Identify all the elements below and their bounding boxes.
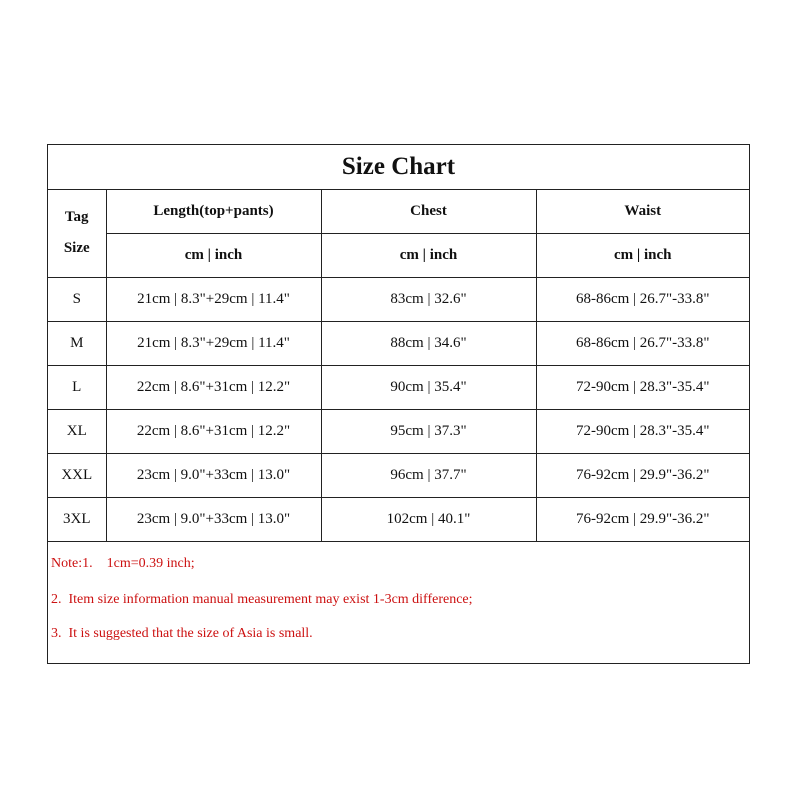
table-row xyxy=(48,453,749,497)
cell-size: XXL xyxy=(48,453,106,497)
cell-chest: 96cm | 37.7" xyxy=(321,453,536,497)
note-2: 2. Item size information manual measurement may exist 1-3cm difference; xyxy=(51,591,473,607)
cell-chest: 95cm | 37.3" xyxy=(321,409,536,453)
cell-waist: 72-90cm | 28.3"-35.4" xyxy=(536,409,749,453)
table-row xyxy=(48,497,749,541)
unit-waist: cm | inch xyxy=(536,233,749,277)
cell-waist: 68-86cm | 26.7"-33.8" xyxy=(536,321,749,365)
cell-chest: 83cm | 32.6" xyxy=(321,277,536,321)
cell-waist: 76-92cm | 29.9"-36.2" xyxy=(536,497,749,541)
cell-waist: 76-92cm | 29.9"-36.2" xyxy=(536,453,749,497)
cell-size: XL xyxy=(48,409,106,453)
size-table xyxy=(48,190,749,542)
size-chart xyxy=(47,144,750,664)
chart-title: Size Chart xyxy=(48,145,749,190)
table-row xyxy=(48,409,749,453)
header-waist: Waist xyxy=(536,190,749,233)
cell-length: 22cm | 8.6"+31cm | 12.2" xyxy=(106,365,321,409)
unit-chest: cm | inch xyxy=(321,233,536,277)
cell-size: S xyxy=(48,277,106,321)
header-length: Length(top+pants) xyxy=(106,190,321,233)
header-tag-size xyxy=(48,190,106,277)
note-3: 3. It is suggested that the size of Asia is small. xyxy=(51,625,313,641)
cell-length: 21cm | 8.3"+29cm | 11.4" xyxy=(106,321,321,365)
cell-length: 23cm | 9.0"+33cm | 13.0" xyxy=(106,453,321,497)
cell-length: 21cm | 8.3"+29cm | 11.4" xyxy=(106,277,321,321)
unit-length: cm | inch xyxy=(106,233,321,277)
header-chest: Chest xyxy=(321,190,536,233)
cell-length: 22cm | 8.6"+31cm | 12.2" xyxy=(106,409,321,453)
cell-waist: 72-90cm | 28.3"-35.4" xyxy=(536,365,749,409)
table-row xyxy=(48,365,749,409)
cell-size: L xyxy=(48,365,106,409)
header-size-label: Size xyxy=(63,240,90,257)
header-tag-label: Tag xyxy=(64,209,89,226)
cell-chest: 102cm | 40.1" xyxy=(321,497,536,541)
cell-chest: 90cm | 35.4" xyxy=(321,365,536,409)
table-row xyxy=(48,321,749,365)
cell-waist: 68-86cm | 26.7"-33.8" xyxy=(536,277,749,321)
cell-size: 3XL xyxy=(48,497,106,541)
table-row xyxy=(48,277,749,321)
note-1: Note:1. 1cm=0.39 inch; xyxy=(51,555,195,571)
cell-length: 23cm | 9.0"+33cm | 13.0" xyxy=(106,497,321,541)
notes-section xyxy=(48,542,749,664)
cell-size: M xyxy=(48,321,106,365)
cell-chest: 88cm | 34.6" xyxy=(321,321,536,365)
